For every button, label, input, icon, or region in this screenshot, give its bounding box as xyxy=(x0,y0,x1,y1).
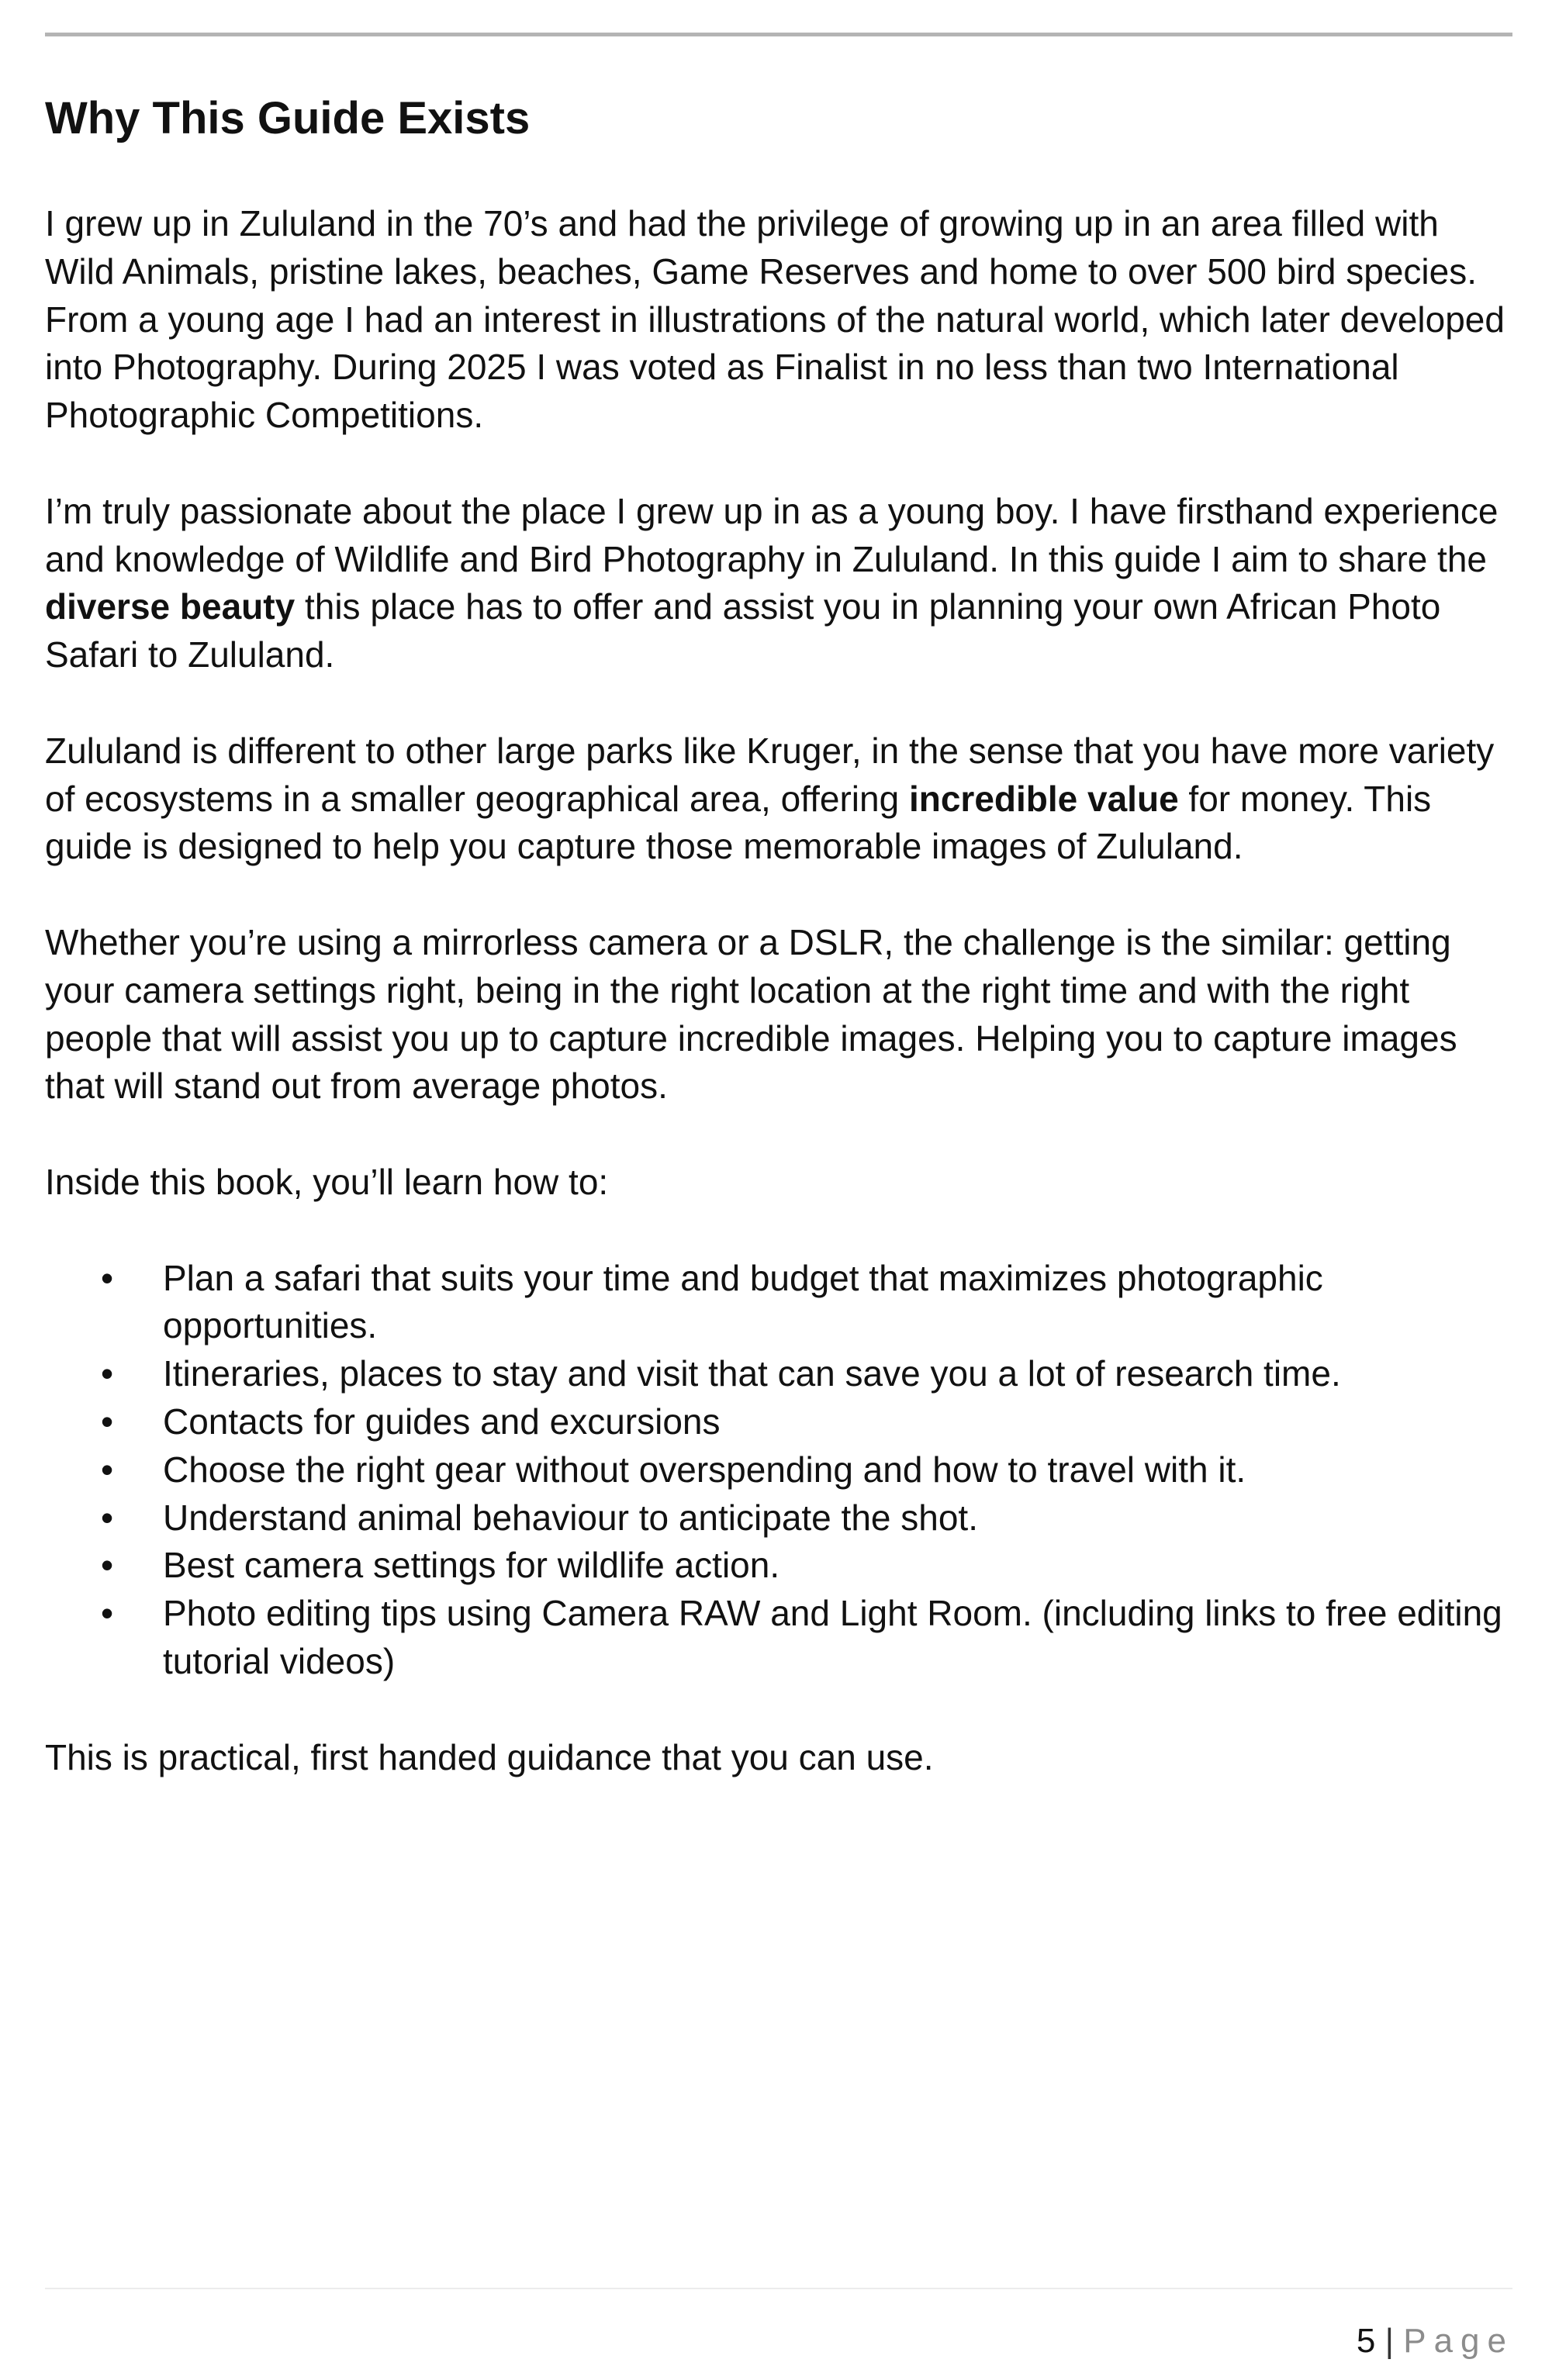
bullet-icon: • xyxy=(101,1401,114,1442)
emphasis-incredible-value: incredible value xyxy=(908,778,1179,819)
bullet-icon: • xyxy=(101,1257,114,1298)
section-heading: Why This Guide Exists xyxy=(45,93,531,143)
paragraph-closing: This is practical, first handed guidance that you can use. xyxy=(45,1736,934,1777)
list-item-text: Understand animal behaviour to anticipate the shot. xyxy=(163,1497,978,1538)
list-item-text: Plan a safari that suits your time and budget that maximizes photographic opportunities. xyxy=(163,1257,1323,1346)
emphasis-diverse-beauty: diverse beauty xyxy=(45,586,296,627)
learning-list xyxy=(45,1255,1512,1686)
top-divider xyxy=(45,33,1512,36)
bullet-icon: • xyxy=(101,1449,114,1490)
bullet-icon: • xyxy=(101,1545,114,1586)
bullet-icon: • xyxy=(101,1593,114,1634)
body-text xyxy=(45,200,1512,1829)
page-number: 5 xyxy=(1356,2322,1376,2360)
list-item xyxy=(101,1446,1512,1494)
list-item-text: Choose the right gear without overspending and how to travel with it. xyxy=(163,1449,1246,1490)
list-item xyxy=(101,1398,1512,1446)
list-item xyxy=(101,1350,1512,1398)
list-item xyxy=(101,1255,1512,1351)
list-item-text: Photo editing tips using Camera RAW and Light Room. (including links to free editing tutorial videos) xyxy=(163,1593,1502,1681)
paragraph-passion xyxy=(45,488,1512,679)
list-item xyxy=(101,1494,1512,1542)
list-item-text: Best camera settings for wildlife action. xyxy=(163,1545,780,1586)
list-item-text: Contacts for guides and excursions xyxy=(163,1401,721,1442)
bullet-icon: • xyxy=(101,1353,114,1394)
list-item-text: Itineraries, places to stay and visit that can save you a lot of research time. xyxy=(163,1353,1341,1394)
paragraph-learn-intro: Inside this book, you’ll learn how to: xyxy=(45,1161,609,1202)
paragraph-value-end: for money. This guide is designed to help you capture those memorable images of Zululand. xyxy=(45,778,1432,867)
bullet-icon: • xyxy=(101,1497,114,1538)
page-footer xyxy=(1357,2321,1514,2362)
paragraph-passion-start: I’m truly passionate about the place I grew up in as a young boy. I have firsthand experience and knowledge of Wildlife and Bird Photography in Zululand. In this guide I aim to share the xyxy=(45,490,1499,579)
list-item xyxy=(101,1542,1512,1590)
paragraph-challenge: Whether you’re using a mirrorless camera or a DSLR, the challenge is the similar: getting your camera settings right, being in the right location at the right time and with the right people that will assist you up to capture incredible images. Helping you to capture images that will stand out from average photos. xyxy=(45,921,1457,1107)
paragraph-passion-end: this place has to offer and assist you in planning your own African Photo Safari to Zululand. xyxy=(45,586,1441,675)
page-separator: | xyxy=(1384,2322,1394,2360)
page-label: Page xyxy=(1403,2322,1514,2360)
footer-divider xyxy=(45,2288,1512,2289)
paragraph-value-start: Zululand is different to other large parks like Kruger, in the sense that you have more variety of ecosystems in a smaller geographical area, offering xyxy=(45,730,1495,819)
paragraph-intro: I grew up in Zululand in the 70’s and had the privilege of growing up in an area filled with Wild Animals, pristine lakes, beaches, Game Reserves and home to over 500 bird species. From a young age I had an interest in illustrations of the natural world, which later developed into Photography. During 2025 I was voted as Finalist in no less than two International Photographic Competitions. xyxy=(45,203,1505,436)
paragraph-value xyxy=(45,727,1512,871)
list-item xyxy=(101,1590,1512,1686)
